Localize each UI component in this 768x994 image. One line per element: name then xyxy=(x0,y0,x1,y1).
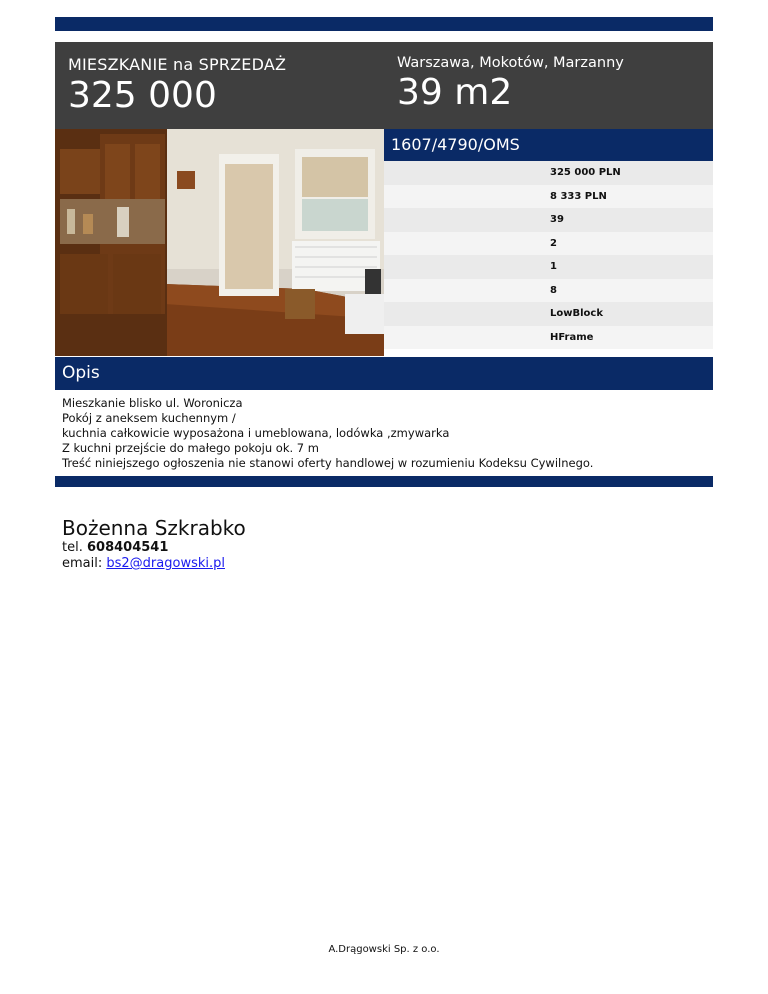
email-label: email: xyxy=(62,556,103,571)
header-left xyxy=(68,55,286,116)
listing-type: MIESZKANIE na SPRZEDAŻ xyxy=(68,55,287,74)
detail-row xyxy=(384,326,713,350)
footer-company: A.Drągowski Sp. z o.o. xyxy=(328,944,440,955)
listing-price: 325 000 xyxy=(68,75,217,116)
agent-phone-line xyxy=(62,540,246,556)
detail-row xyxy=(384,255,713,279)
detail-floors-total: 8 xyxy=(550,284,557,296)
detail-row xyxy=(384,161,713,185)
property-photo xyxy=(55,129,384,356)
description-text xyxy=(62,396,593,471)
details-panel xyxy=(384,129,713,349)
agent-phone: 608404541 xyxy=(86,540,169,555)
detail-row xyxy=(384,302,713,326)
listing-area: 39 m2 xyxy=(397,72,513,113)
description-line: Pokój z aneksem kuchennym / xyxy=(62,411,236,425)
room-image xyxy=(55,129,384,356)
detail-area: 39 xyxy=(550,214,564,226)
detail-floor: 1 xyxy=(550,261,557,273)
description-line: Treść niniejszego ogłoszenia nie stanowi oferty handlowej w rozumieniu Kodeksu Cywilnego. xyxy=(62,456,594,470)
description-line: kuchnia całkowicie wyposażona i umeblowana, lodówka ,zmywarka xyxy=(62,426,450,440)
listing-reference: 1607/4790/OMS xyxy=(384,129,713,161)
detail-row xyxy=(384,279,713,303)
detail-row xyxy=(384,185,713,209)
detail-rooms: 2 xyxy=(550,237,557,249)
detail-price: 325 000 PLN xyxy=(550,167,621,179)
description-heading: Opis xyxy=(55,357,713,390)
detail-row xyxy=(384,208,713,232)
listing-header xyxy=(55,42,713,129)
header-right xyxy=(397,55,624,113)
details-table xyxy=(384,161,713,349)
detail-row xyxy=(384,232,713,256)
detail-construction: HFrame xyxy=(550,331,594,343)
detail-price-per-m2: 8 333 PLN xyxy=(550,190,607,202)
phone-label: tel. xyxy=(62,540,83,555)
agent-email-line xyxy=(62,556,246,572)
section-divider xyxy=(55,476,713,487)
detail-building-type: LowBlock xyxy=(550,308,603,320)
listing-location: Warszawa, Mokotów, Marzanny xyxy=(397,55,624,71)
top-bar xyxy=(55,17,713,31)
description-line: Z kuchni przejście do małego pokoju ok. 7 m xyxy=(62,441,319,455)
description-line: Mieszkanie blisko ul. Woronicza xyxy=(62,396,243,410)
agent-contact xyxy=(62,516,246,572)
agent-name: Bożenna Szkrabko xyxy=(62,516,246,540)
agent-email-link[interactable]: bs2@dragowski.pl xyxy=(106,556,225,571)
